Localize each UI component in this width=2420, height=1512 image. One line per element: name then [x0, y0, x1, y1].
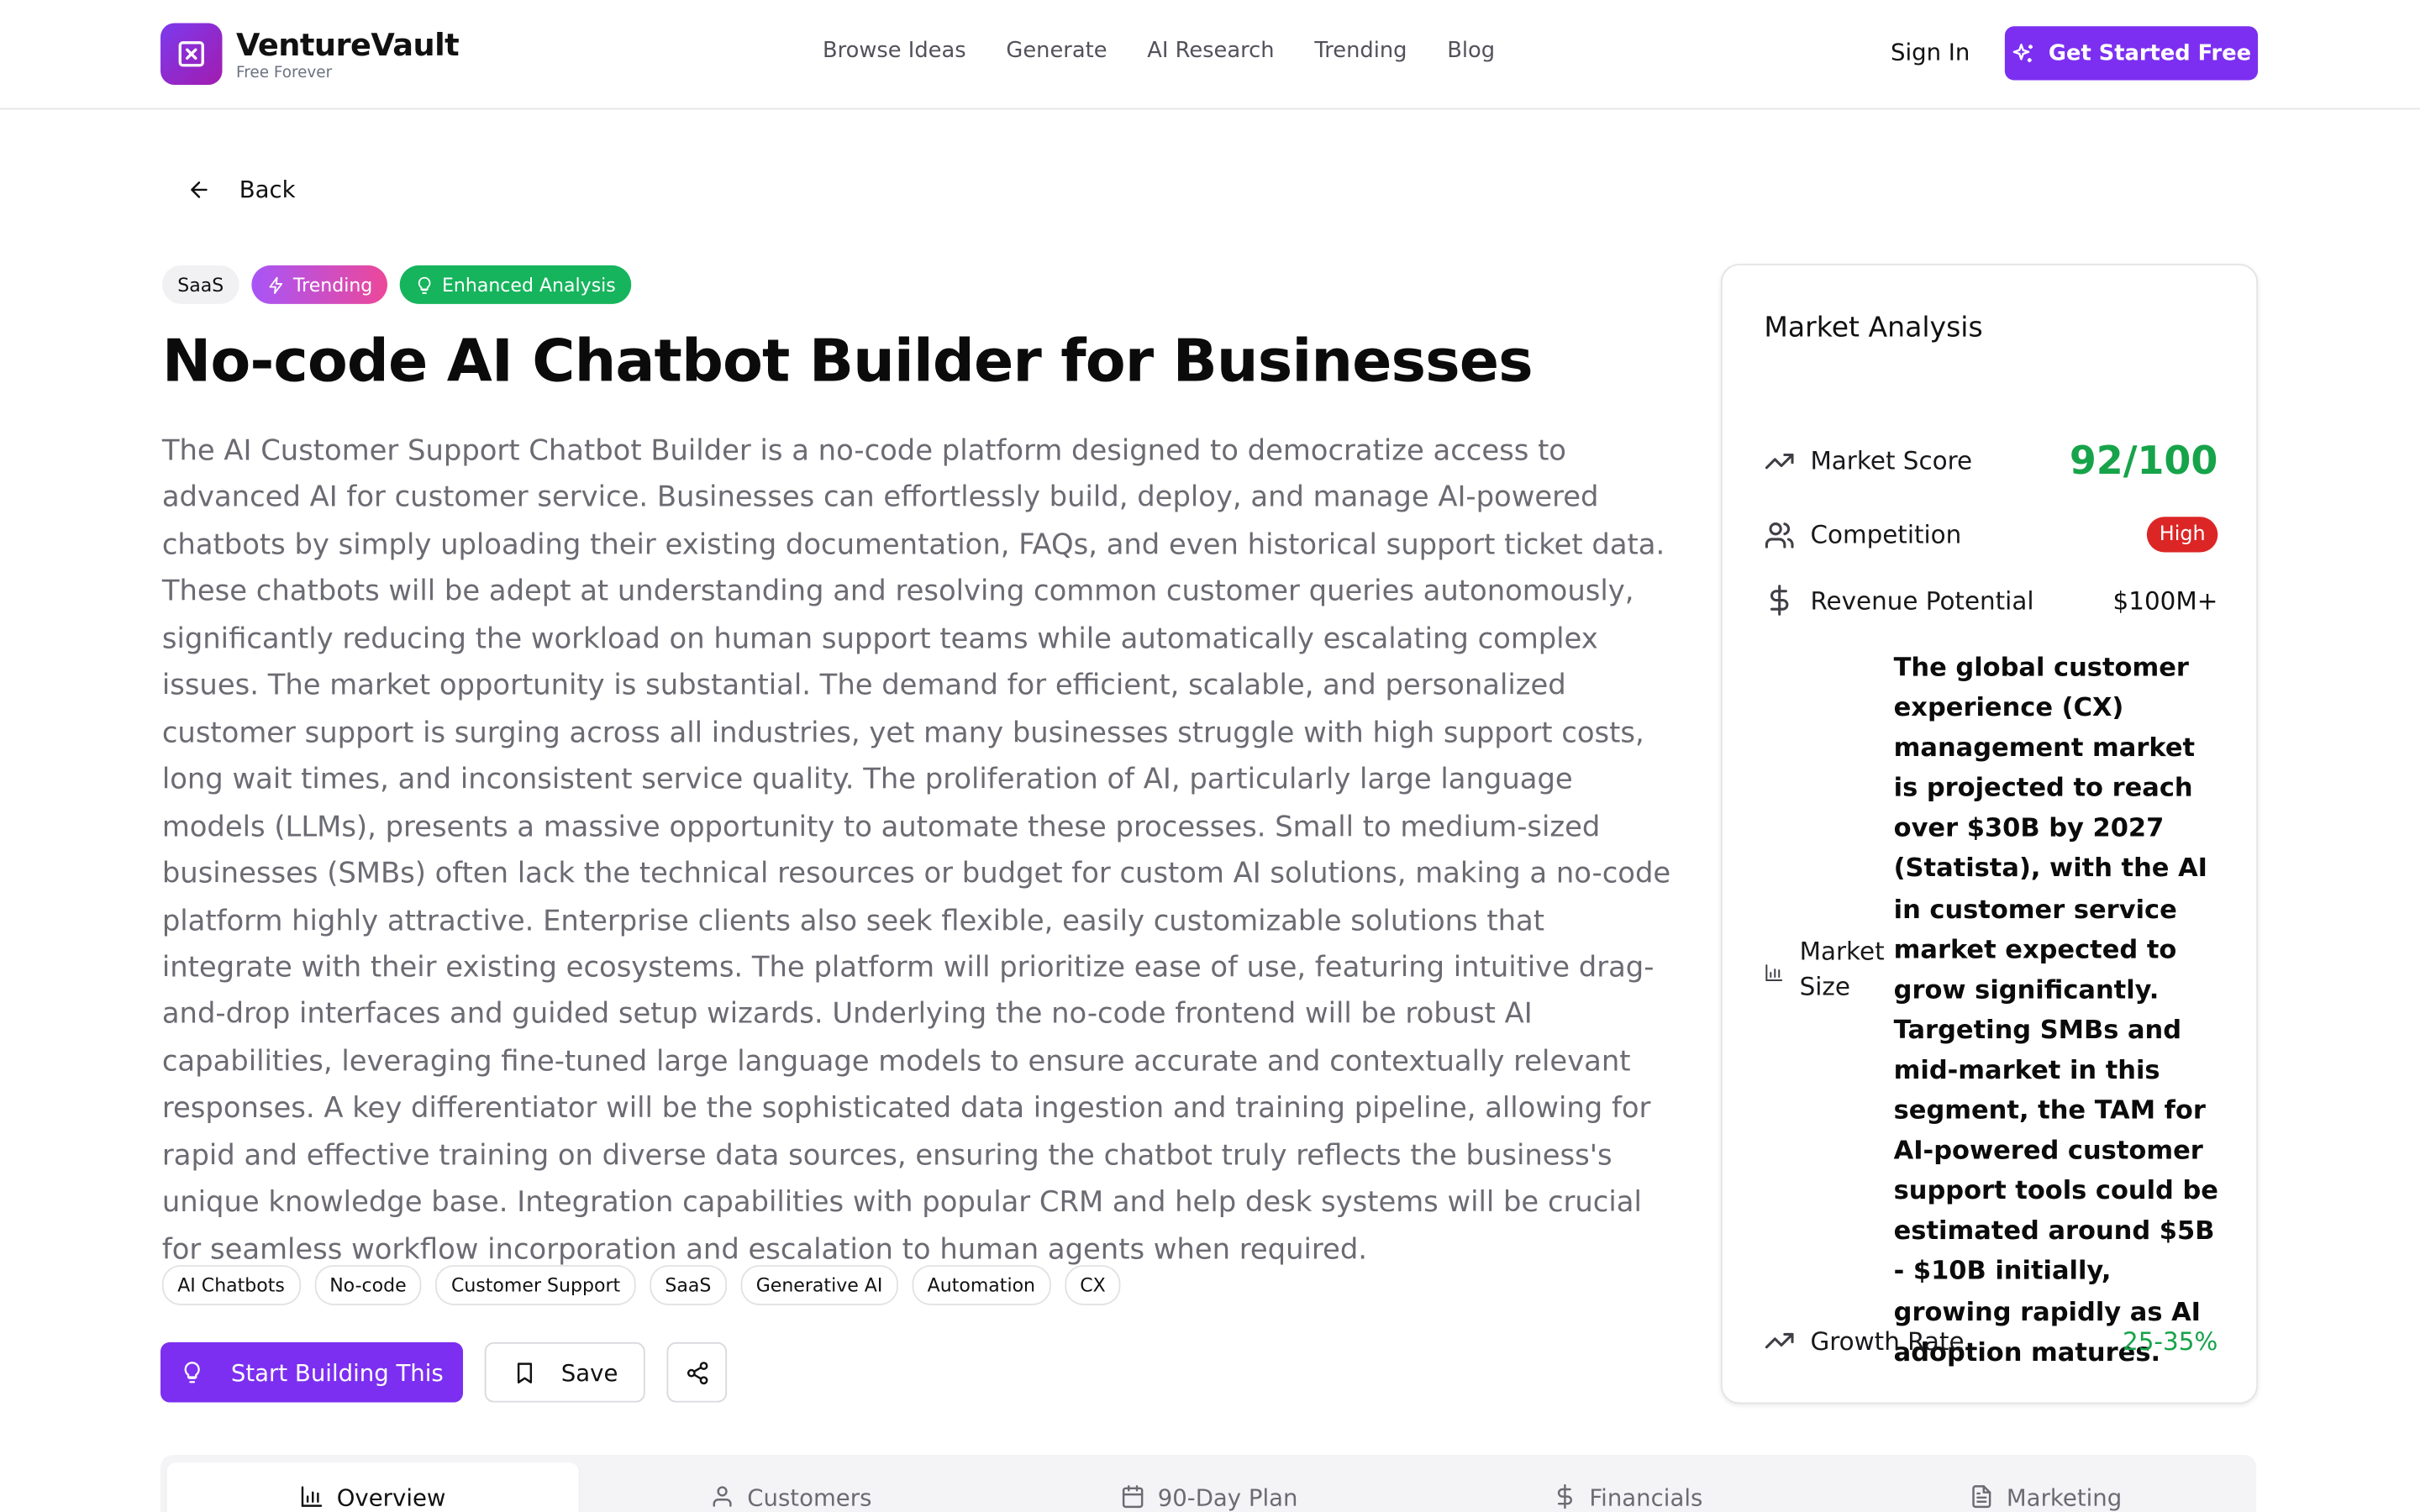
tab-customers[interactable]	[585, 1462, 997, 1512]
nav-trending[interactable]: Trending	[1314, 38, 1407, 64]
sign-in-link[interactable]: Sign In	[1890, 38, 1970, 66]
tab-overview-label: Overview	[336, 1483, 446, 1512]
enhanced-badge-label: Enhanced Analysis	[441, 274, 616, 296]
tag-list	[162, 1265, 1121, 1305]
main-nav	[823, 39, 1495, 63]
nav-ai-research[interactable]: AI Research	[1147, 38, 1275, 64]
market-score-label: Market Score	[1810, 445, 1973, 475]
tag-automation[interactable]: Automation	[912, 1265, 1050, 1305]
trending-badge-label: Trending	[292, 274, 373, 296]
logo-icon[interactable]	[160, 24, 222, 85]
market-analysis-card	[1721, 264, 2258, 1404]
share-icon	[685, 1360, 709, 1384]
idea-description: The AI Customer Support Chatbot Builder is a no-code platform designed to democratize access to advanced AI for customer service. Businesses can effortlessly build, deploy, and manage AI-powered chatbots by simply uploading their existing documentation, FAQs, and even historical support ticket data. These chatbots will be adept at understanding and resolving common customer queries autonomously, significantly reducing the workload on human support teams while automatically escalating complex issues. The market opportunity is substantial. The demand for efficient, scalable, and personalized customer support is surging across all industries, yet many businesses struggle with high support costs, long wait times, and inconsistent service quality. The proliferation of AI, particularly large language models (LLMs), presents a massive opportunity to automate these processes. Small to medium-sized businesses (SMBs) often lack the technical resources or budget for custom AI solutions, making a no-code platform highly attractive. Enterprise clients also seek flexible, easily customizable solutions that integrate with their existing ecosystems. The platform will prioritize ease of use, featuring intuitive drag-and-drop interfaces and guided setup wizards. Underlying the no-code frontend will be robust AI capabilities, leveraging fine-tuned large language models to ensure accurate and contextually relevant responses. A key differentiator will be the sophisticated data ingestion and training pipeline, allowing for rapid and effective training on diverse data sources, ensuring the chatbot truly reflects the business's unique knowledge base. Integration capabilities with popular CRM and help desk systems will be crucial for seamless workflow incorporation and escalation to human agents when required.	[161, 434, 1671, 1267]
calendar-icon	[1121, 1484, 1145, 1509]
detail-tabs	[160, 1455, 2256, 1512]
tab-marketing-label: Marketing	[2006, 1483, 2123, 1512]
brand-name[interactable]: VentureVault	[236, 26, 460, 64]
start-building-button[interactable]	[160, 1342, 463, 1403]
back-label: Back	[239, 176, 296, 204]
idea-badges	[162, 265, 631, 304]
save-button[interactable]	[485, 1342, 645, 1403]
competition-badge: High	[2147, 517, 2217, 552]
dollar-icon	[1764, 585, 1795, 616]
start-building-label: Start Building This	[230, 1358, 444, 1387]
bar-chart-icon	[1764, 963, 1784, 983]
user-icon	[710, 1484, 734, 1509]
trending-up-icon	[1764, 1326, 1795, 1357]
tab-financials[interactable]	[1422, 1462, 1833, 1512]
back-button[interactable]	[187, 176, 295, 203]
users-icon	[1764, 519, 1795, 550]
lightbulb-icon	[180, 1361, 203, 1384]
tag-no-code[interactable]: No-code	[314, 1265, 422, 1305]
market-size-label: Market Size	[1799, 936, 1885, 1002]
page-title: No-code AI Chatbot Builder for Businesses	[161, 327, 1533, 396]
market-score-row	[1764, 438, 2217, 483]
brand-tagline: Free Forever	[236, 65, 333, 82]
trending-badge	[251, 265, 387, 304]
market-score-value: 92/100	[2069, 438, 2218, 483]
growth-rate-value: 25-35%	[2123, 1326, 2218, 1356]
tag-ai-chatbots[interactable]: AI Chatbots	[162, 1265, 300, 1305]
revenue-row	[1764, 585, 2217, 616]
enhanced-analysis-badge	[400, 265, 631, 304]
bar-chart-icon	[300, 1484, 324, 1509]
tab-overview[interactable]	[166, 1462, 578, 1512]
get-started-button[interactable]	[2005, 26, 2258, 80]
zap-icon	[267, 276, 286, 294]
growth-rate-label: Growth Rate	[1810, 1326, 1965, 1356]
competition-row	[1764, 517, 2217, 552]
tag-customer-support[interactable]: Customer Support	[436, 1265, 636, 1305]
get-started-label: Get Started Free	[2048, 40, 2252, 66]
tag-generative-ai[interactable]: Generative AI	[740, 1265, 897, 1305]
lightbulb-icon	[416, 276, 434, 294]
share-button[interactable]	[666, 1342, 727, 1403]
revenue-value: $100M+	[2112, 585, 2218, 615]
market-analysis-title: Market Analysis	[1764, 312, 1983, 344]
revenue-label: Revenue Potential	[1810, 585, 2034, 615]
trending-up-icon	[1764, 445, 1795, 476]
action-buttons	[160, 1342, 727, 1403]
tab-marketing[interactable]	[1839, 1462, 2251, 1512]
bookmark-icon	[512, 1360, 536, 1384]
tag-saas[interactable]: SaaS	[650, 1265, 727, 1305]
category-badge-label: SaaS	[177, 274, 224, 296]
tab-90-day-plan[interactable]	[1003, 1462, 1415, 1512]
tab-customers-label: Customers	[747, 1483, 872, 1512]
top-navbar	[0, 0, 2420, 109]
save-label: Save	[560, 1358, 618, 1387]
market-size-value: The global customer experience (CX) management market is projected to reach over $30B by 2027 (Statista), with the AI in customer service market expected to grow significantly. Targeting SMBs and mid-market in this segment, the TAM for AI-powered customer support tools could be estimated around $5B - $10B initially, growing rapidly as AI adoption matures.	[1893, 652, 2218, 1367]
tag-cx[interactable]: CX	[1065, 1265, 1121, 1305]
arrow-left-icon	[187, 177, 211, 202]
nav-generate[interactable]: Generate	[1006, 38, 1107, 64]
growth-rate-row	[1764, 1326, 2217, 1357]
file-text-icon	[1970, 1484, 1994, 1509]
category-badge	[162, 265, 239, 304]
competition-label: Competition	[1810, 519, 1962, 549]
dollar-icon	[1552, 1484, 1576, 1509]
tab-90-day-plan-label: 90-Day Plan	[1157, 1483, 1298, 1512]
tab-financials-label: Financials	[1589, 1483, 1703, 1512]
nav-browse-ideas[interactable]: Browse Ideas	[822, 38, 966, 64]
nav-blog[interactable]: Blog	[1447, 38, 1496, 64]
sparkles-icon	[2012, 41, 2036, 66]
